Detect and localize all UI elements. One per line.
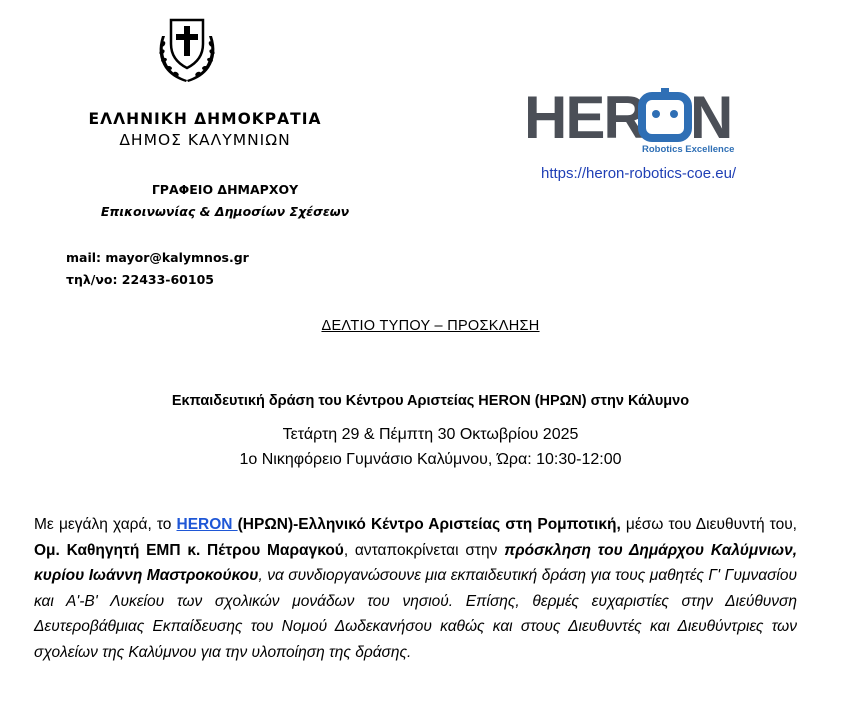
municipality-name: ΔΗΜΟΣ ΚΑΛΥΜΝΙΩΝ	[119, 131, 291, 149]
body-text-italic: , να συνδιοργανώσουνε μια εκπαιδευτική δράση για τους μαθητές Γ' Γυμνασίου και Α'-Β' Λυκείου των σχολικών μονάδων του νησιού. Επίσης, θερμές ευχαριστίες στην Διεύθυνση Δευτεροβάθμιας Εκπαίδευσης του Νομού Δωδεκανήσου καθώς και στους Διευθυντές και Διευθύντριες των σχολείων της Καλύμνου για την υλοποίηση της δράσης.	[34, 567, 798, 661]
mayor-invitation: πρόσκληση του Δημάρχου Καλύμνιων, κυρίου Ιωάννη Μαστροκούκου	[34, 541, 798, 584]
svg-text:HER: HER	[524, 88, 645, 151]
country-name: ΕΛΛΗΝΙΚΗ ΔΗΜΟΚΡΑΤΙΑ	[88, 110, 322, 128]
body-text: μέσω του Διευθυντή του,	[620, 516, 797, 533]
press-release-title: ΔΕΛΤΙΟ ΤΥΠΟΥ – ΠΡΟΣΚΛΗΣΗ	[321, 318, 540, 334]
event-venue-time: 1ο Νικηφόρειο Γυμνάσιο Καλύμνου, Ώρα: 10:30-12:00	[239, 451, 622, 468]
department-name: Επικοινωνίας & Δημοσίων Σχέσεων	[100, 204, 350, 219]
body-text: , ανταποκρίνεται στην	[343, 541, 505, 559]
contact-email: mail: mayor@kalymnos.gr	[66, 250, 249, 265]
heron-logo	[524, 88, 756, 156]
director-name: Ομ. Καθηγητή ΕΜΠ κ. Πέτρου Μαραγκού	[34, 541, 344, 559]
svg-text:N: N	[690, 88, 734, 151]
event-dates: Τετάρτη 29 & Πέμπτη 30 Οκτωβρίου 2025	[282, 426, 579, 443]
office-name: ΓΡΑΦΕΙΟ ΔΗΜΑΡΧΟΥ	[151, 182, 299, 197]
logo-tagline: Robotics Excellence	[642, 144, 735, 155]
body-paragraph	[34, 512, 797, 665]
contact-phone: τηλ/νο: 22433-60105	[66, 272, 214, 287]
event-headline: Εκπαιδευτική δράση του Κέντρου Αριστείας HERON (ΗΡΩΝ) στην Κάλυμνο	[171, 393, 690, 409]
greek-coat-of-arms-icon	[155, 14, 219, 84]
body-text: Με μεγάλη χαρά, το	[34, 516, 177, 533]
heron-website-link[interactable]: https://heron-robotics-coe.eu/	[541, 165, 737, 182]
body-text-bold: (ΗΡΩΝ)-Ελληνικό Κέντρο Αριστείας στη Ρομποτική,	[237, 516, 621, 533]
heron-link[interactable]: HERON	[176, 516, 238, 533]
